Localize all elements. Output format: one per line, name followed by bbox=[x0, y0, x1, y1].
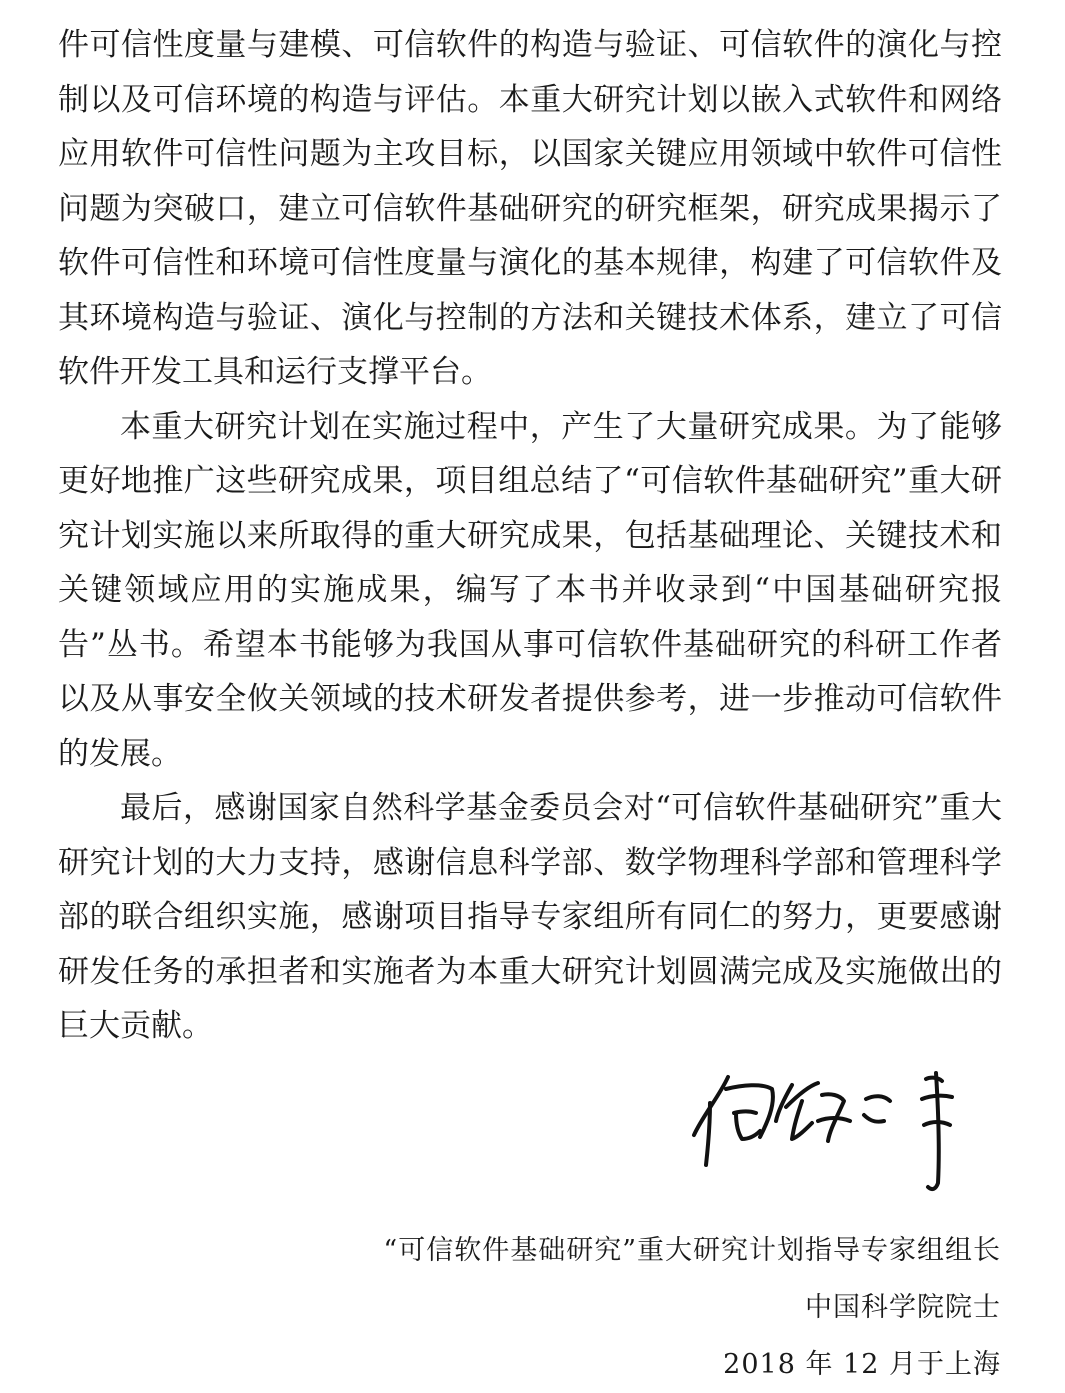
signer-title: 中国科学院院士 bbox=[805, 1292, 1001, 1323]
handwritten-signature bbox=[680, 1055, 980, 1205]
paragraph-1: 件可信性度量与建模、可信软件的构造与验证、可信软件的演化与控制以及可信环境的构造与评估。本重大研究计划以嵌入式软件和网络应用软件可信性问题为主攻目标，以国家关键应用领域中软件可信性问题为突破口，建立可信软件基础研究的研究框架，研究成果揭示了软件可信性和环境可信性度量与演化的基本规律，构建了可信软件及其环境构造与验证、演化与控制的方法和关键技术体系，建立了可信软件开发工具和运行支撑平台。 bbox=[58, 27, 1002, 390]
body-text bbox=[58, 18, 1002, 1054]
signer-role: “可信软件基础研究”重大研究计划指导专家组组长 bbox=[383, 1235, 1001, 1266]
signature-block bbox=[383, 1222, 1001, 1393]
paragraph-3: 最后，感谢国家自然科学基金委员会对“可信软件基础研究”重大研究计划的大力支持，感谢信息科学部、数学物理科学部和管理科学部的联合组织实施，感谢项目指导专家组所有同仁的努力，更要感谢研发任务的承担者和实施者为本重大研究计划圆满完成及实施做出的巨大贡献。 bbox=[58, 790, 1002, 1044]
paragraph-2: 本重大研究计划在实施过程中，产生了大量研究成果。为了能够更好地推广这些研究成果，项目组总结了“可信软件基础研究”重大研究计划实施以来所取得的重大研究成果，包括基础理论、关键技术和关键领域应用的实施成果，编写了本书并收录到“中国基础研究报告”丛书。希望本书能够为我国从事可信软件基础研究的科研工作者以及从事安全攸关领域的技术研发者提供参考，进一步推动可信软件的发展。 bbox=[58, 408, 1002, 772]
date-place: 2018 年 12 月于上海 bbox=[723, 1349, 1001, 1380]
